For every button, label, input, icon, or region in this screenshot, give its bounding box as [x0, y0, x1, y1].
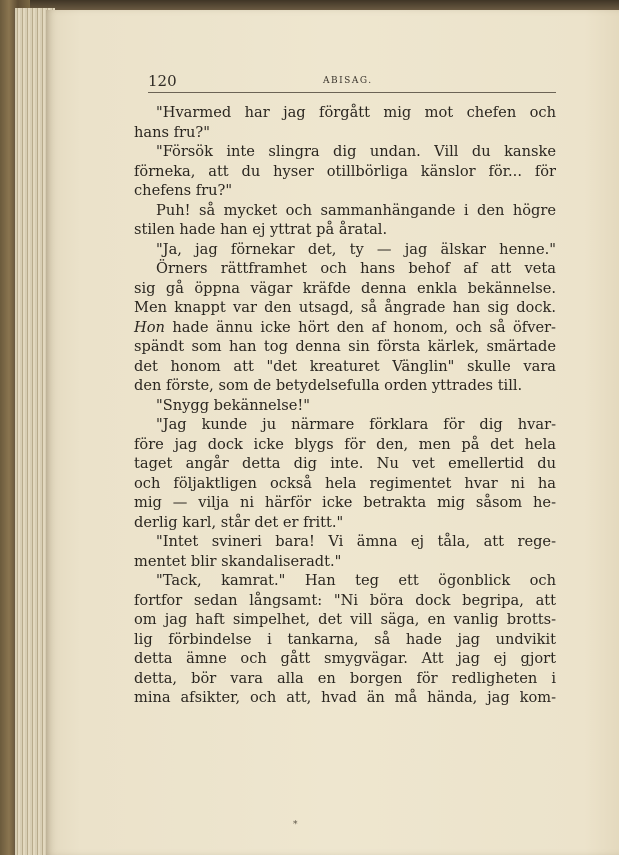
text-line: derlig karl, står det er fritt.": [134, 513, 344, 531]
text-line: "Hvarmed har jag förgått mig mot chefen och: [156, 104, 556, 121]
text-line: Örners rättframhet och hans behof af att veta: [156, 260, 556, 277]
text-line: Hon hade ännu icke hört den af honom, och så öfver-: [134, 318, 556, 336]
text-line: hans fru?": [134, 123, 210, 141]
text-line: mig — vilja ni härför icke betrakta mig såsom he-: [134, 494, 556, 511]
emphasized-word: Hon: [134, 318, 165, 336]
page-header: [148, 72, 556, 93]
body-text: [134, 103, 556, 708]
text-line: den förste, som de betydelsefulla orden yttrades till.: [134, 377, 523, 394]
text-line: mina afsikter, och att, hvad än må hända, jag kom-: [134, 689, 556, 706]
text-line: "Ja, jag förnekar det, ty — jag älskar henne.": [156, 240, 556, 258]
text-line: om jag haft simpelhet, det vill säga, en vanlig brotts-: [134, 611, 556, 628]
text-line: förneka, att du hyser otillbörliga känslor för... för: [134, 162, 556, 180]
text-line: och följaktligen också hela regimentet hvar ni ha: [134, 474, 556, 492]
footer-signature-mark: *: [293, 820, 298, 830]
text-line: "Intet svineri bara! Vi ämna ej tåla, att rege-: [156, 533, 556, 550]
text-line: fortfor sedan långsamt: "Ni böra dock begripa, att: [134, 591, 556, 609]
text-line: före jag dock icke blygs för den, men på det hela: [134, 435, 556, 453]
text-line: detta, bör vara alla en borgen för redligheten i: [134, 669, 556, 687]
text-line: "Jag kunde ju närmare förklara för dig hvar-: [156, 416, 556, 433]
text-line: chefens fru?": [134, 182, 233, 199]
text-line: "Snygg bekännelse!": [156, 396, 311, 414]
page-number: 120: [148, 72, 177, 90]
text-line: det honom att "det kreaturet Vänglin" skulle vara: [134, 357, 556, 375]
text-line: taget angår detta dig inte. Nu vet emellertid du: [134, 455, 556, 472]
text-line: detta ämne och gått smygvägar. Att jag ej gjort: [134, 650, 556, 667]
text-line: Men knappt var den utsagd, så ångrade han sig dock.: [134, 299, 556, 316]
book-cover-top: [0, 0, 619, 10]
text-line: lig förbindelse i tankarna, så hade jag undvikit: [134, 630, 556, 648]
text-line: mentet blir skandaliseradt.": [134, 552, 342, 570]
text-line: stilen hade han ej yttrat på åratal.: [134, 221, 388, 238]
text-line: "Tack, kamrat." Han teg ett ögonblick och: [156, 572, 556, 589]
running-title: ABISAG.: [323, 76, 373, 86]
text-line: sig gå öppna vägar kräfde denna enkla bekännelse.: [134, 279, 556, 297]
text-line: spändt som han tog denna sin första kärlek, smärtade: [134, 338, 556, 355]
text-line: "Försök inte slingra dig undan. Vill du kanske: [156, 143, 556, 160]
text-line: Puh! så mycket och sammanhängande i den högre: [156, 201, 556, 219]
